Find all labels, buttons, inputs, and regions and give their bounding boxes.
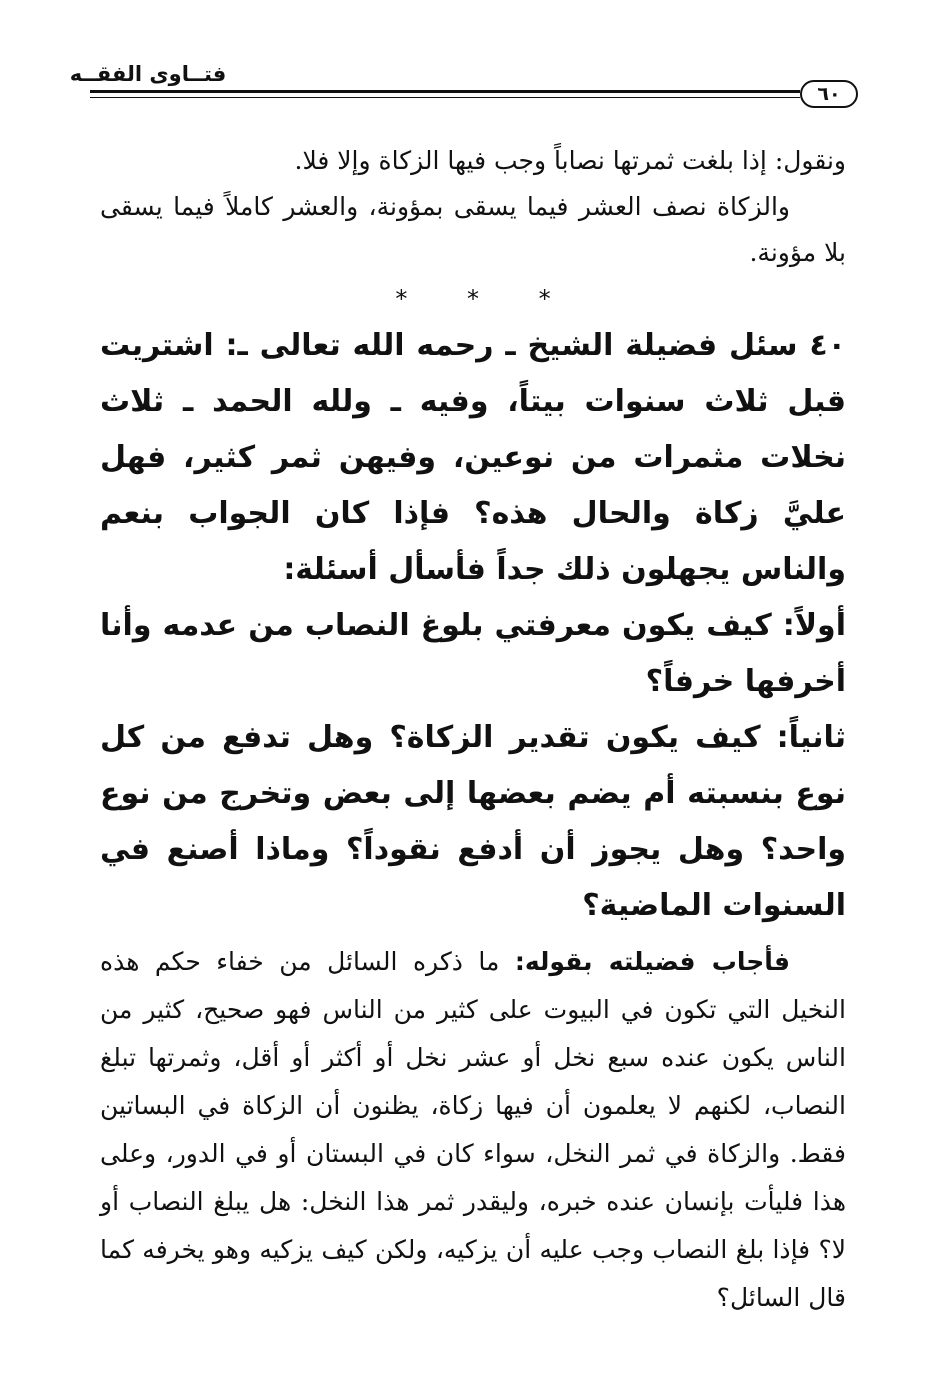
question-second: ثانياً: كيف يكون تقدير الزكاة؟ وهل تدفع من كل نوع بنسبته أم يضم بعضها إلى بعض وتخرج من نوع واحد؟ وهل يجوز أن أدفع نقوداً؟ وماذا أصنع في السنوات الماضية؟ [100, 720, 846, 923]
answer-paragraph [100, 938, 846, 1322]
paragraph-zakat-rates: والزكاة نصف العشر فيما يسقى بمؤونة، والعشر كاملاً فيما يسقى بلا مؤونة. [100, 192, 846, 267]
header-rule-thin [90, 97, 800, 98]
page-body [100, 138, 846, 1322]
page-number-badge: ٦٠ [800, 80, 858, 108]
question-first: أولاً: كيف يكون معرفتي بلوغ النصاب من عدمه وأنا أخرفها خرفاً؟ [100, 608, 846, 699]
answer-lead: فأجاب فضيلته بقوله: [514, 947, 790, 976]
header-rule-thick [90, 90, 800, 93]
section-separator: * * * [395, 285, 577, 313]
question-text: ٤٠ سئل فضيلة الشيخ ـ رحمه الله تعالى ـ: اشتريت قبل ثلاث سنوات بيتاً، وفيه ـ ولله الحمد ـ ثلاث نخلات مثمرات من نوعين، وفيهن ثمر كثير، فهل عليَّ زكاة والحال هذه؟ فإذا كان الجواب بنعم والناس يجهلون ذلك جداً فأسأل أسئلة: [100, 328, 846, 587]
running-header-title: فتــاوى الفقــه [69, 62, 227, 86]
paragraph-nisab-condition: ونقول: إذا بلغت ثمرتها نصاباً وجب فيها الزكاة وإلا فلا. [294, 146, 846, 175]
answer-text: ما ذكره السائل من خفاء حكم هذه النخيل التي تكون في البيوت على كثير من الناس فهو صحيح، كثير من الناس يكون عنده سبع نخل أو عشر نخل أو أكثر أو أقل، وثمرتها تبلغ النصاب، لكنهم لا يعلمون أن فيها زكاة، يظنون أن الزكاة في البساتين فقط. والزكاة في ثمر النخل، سواء كان في البستان أو في الدور، وعلى هذا فليأت بإنسان عنده خبره، وليقدر ثمر هذا النخل: هل يبلغ النصاب أو لا؟ فإذا بلغ النصاب وجب عليه أن يزكيه، ولكن كيف يزكيه وهو يخرفه كما قال السائل؟ [100, 947, 846, 1312]
